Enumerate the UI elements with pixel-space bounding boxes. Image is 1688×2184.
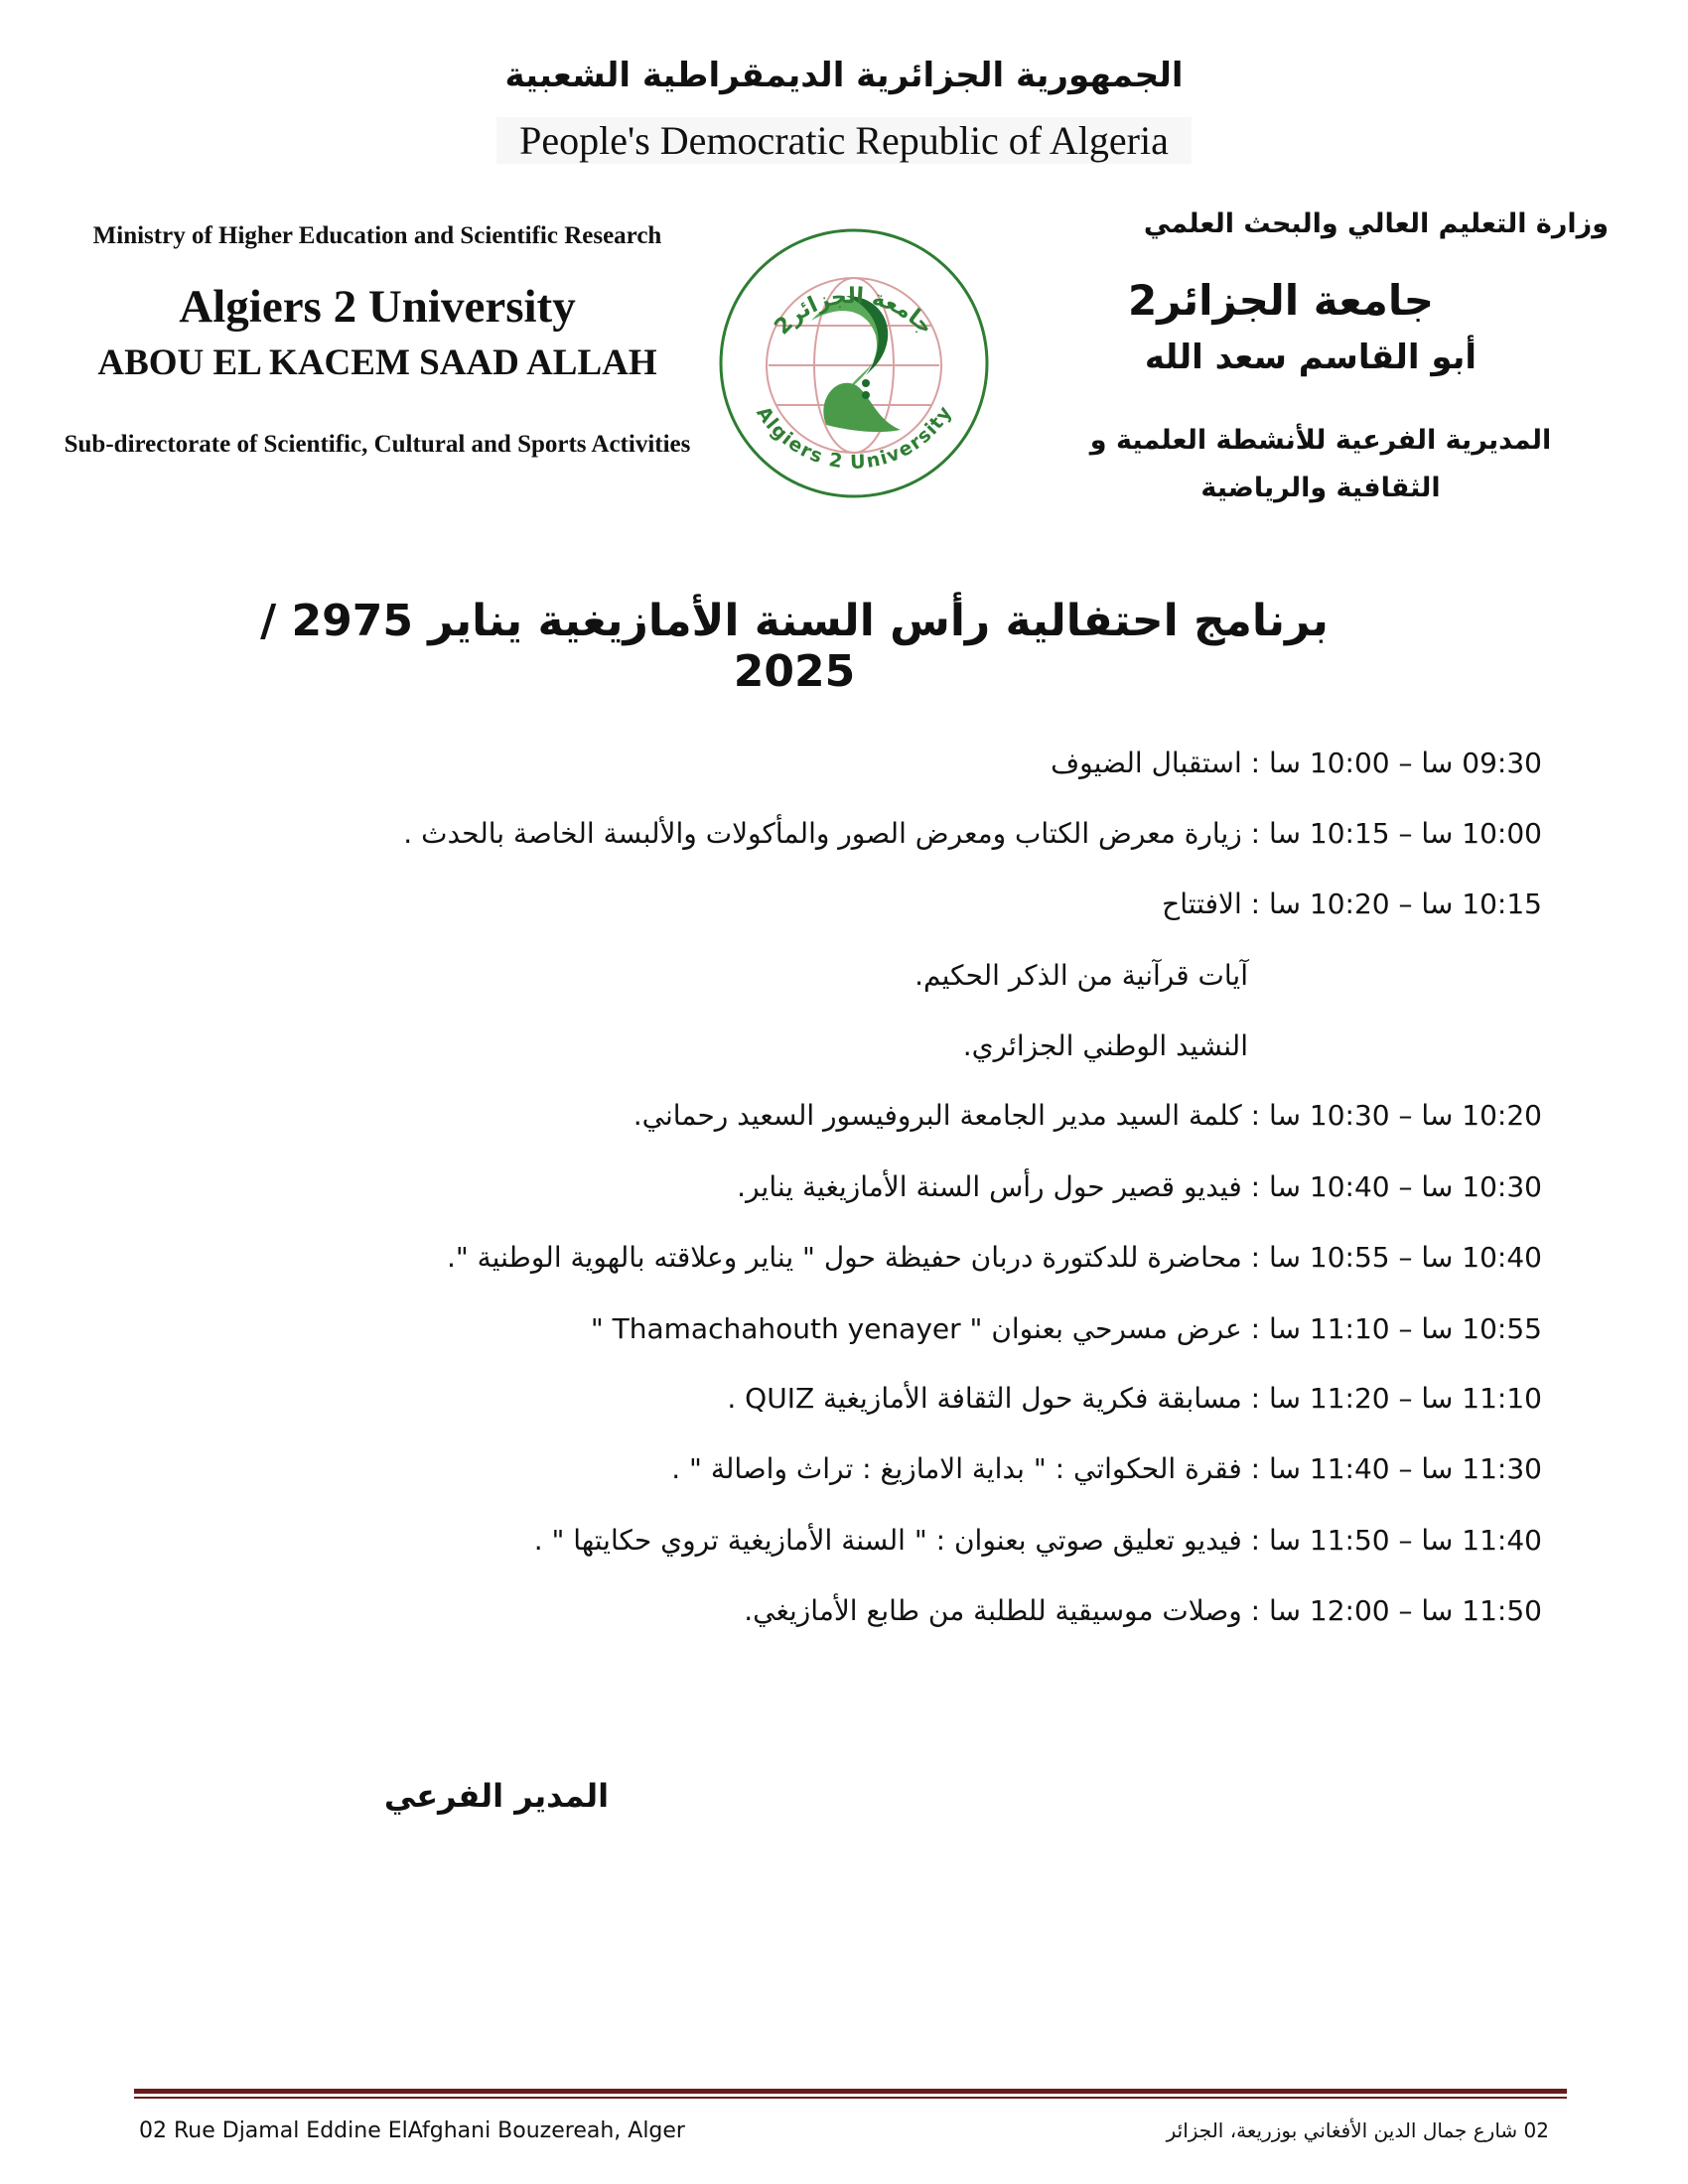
schedule-item: 10:20 سا – 10:30 سا : كلمة السيد مدير الجامعة البروفيسور السعيد رحماني.	[633, 1099, 1542, 1132]
schedule-subitem: آيات قرآنية من الذكر الحكيم.	[914, 959, 1248, 992]
footer-divider	[134, 2089, 1567, 2094]
schedule-item: 11:10 سا – 11:20 سا : مسابقة فكرية حول الثقافة الأمازيغية QUIZ .	[727, 1382, 1542, 1415]
university-arabic: جامعة الجزائر2	[1128, 276, 1434, 325]
logo-english-arc: Algiers 2 University	[752, 402, 956, 474]
schedule-item: 11:30 سا – 11:40 سا : فقرة الحكواتي : " بداية الامازيغ : تراث واصالة " .	[671, 1452, 1542, 1485]
footer-address-arabic: 02 شارع جمال الدين الأفغاني بوزريعة، الجزائر	[1166, 2118, 1549, 2142]
schedule-item: 11:40 سا – 11:50 سا : فيديو تعليق صوتي بعنوان : " السنة الأمازيغية تروي حكايتها " .	[533, 1524, 1542, 1557]
schedule-item: 10:40 سا – 10:55 سا : محاضرة للدكتورة دربان حفيظة حول " يناير وعلاقته بالهوية الوطنية ".	[446, 1241, 1542, 1274]
schedule-item: 09:30 سا – 10:00 سا : استقبال الضيوف	[1051, 747, 1542, 779]
footer-divider-thin	[134, 2097, 1567, 2099]
schedule-item: 10:55 سا – 11:10 سا : عرض مسرحي بعنوان " Thamachahouth yenayer "	[590, 1312, 1542, 1345]
footer-address-english: 02 Rue Djamal Eddine ElAfghani Bouzereah, Alger	[139, 2118, 685, 2143]
republic-arabic: الجمهورية الجزائرية الديمقراطية الشعبية	[504, 56, 1184, 95]
ministry-english: Ministry of Higher Education and Scientific Research	[92, 222, 662, 249]
university-logo	[717, 226, 991, 500]
schedule-item: 10:30 سا – 10:40 سا : فيديو قصير حول رأس السنة الأمازيغية يناير.	[737, 1170, 1542, 1203]
republic-english: People's Democratic Republic of Algeria	[496, 117, 1192, 164]
ministry-arabic: وزارة التعليم العالي والبحث العلمي	[1143, 208, 1609, 239]
subdirectorate-english: Sub-directorate of Scientific, Cultural and Sports Activities	[64, 431, 691, 458]
subdirectorate-arabic: المديرية الفرعية للأنشطة العلمية و الثقافية والرياضية	[1089, 425, 1552, 503]
schedule-item: 10:15 سا – 10:20 سا : الافتتاح	[1162, 887, 1542, 920]
university-name-arabic: أبو القاسم سعد الله	[1144, 338, 1477, 377]
schedule-subitem: النشيد الوطني الجزائري.	[962, 1029, 1248, 1062]
signature-title: المدير الفرعي	[383, 1777, 610, 1815]
schedule-item: 10:00 سا – 10:15 سا : زيارة معرض الكتاب ومعرض الصور والمأكولات والألبسة الخاصة بالحدث .	[403, 817, 1542, 850]
university-english: Algiers 2 University	[179, 281, 576, 333]
schedule-item: 11:50 سا – 12:00 سا : وصلات موسيقية للطلبة من طابع الأمازيغي.	[744, 1594, 1542, 1627]
university-name-english: ABOU EL KACEM SAAD ALLAH	[97, 342, 657, 383]
logo-arabic-arc: جامعة الجزائر2	[770, 284, 938, 341]
page-title: برنامج احتفالية رأس السنة الأمازيغية يناير 2975 / 2025	[260, 596, 1329, 697]
